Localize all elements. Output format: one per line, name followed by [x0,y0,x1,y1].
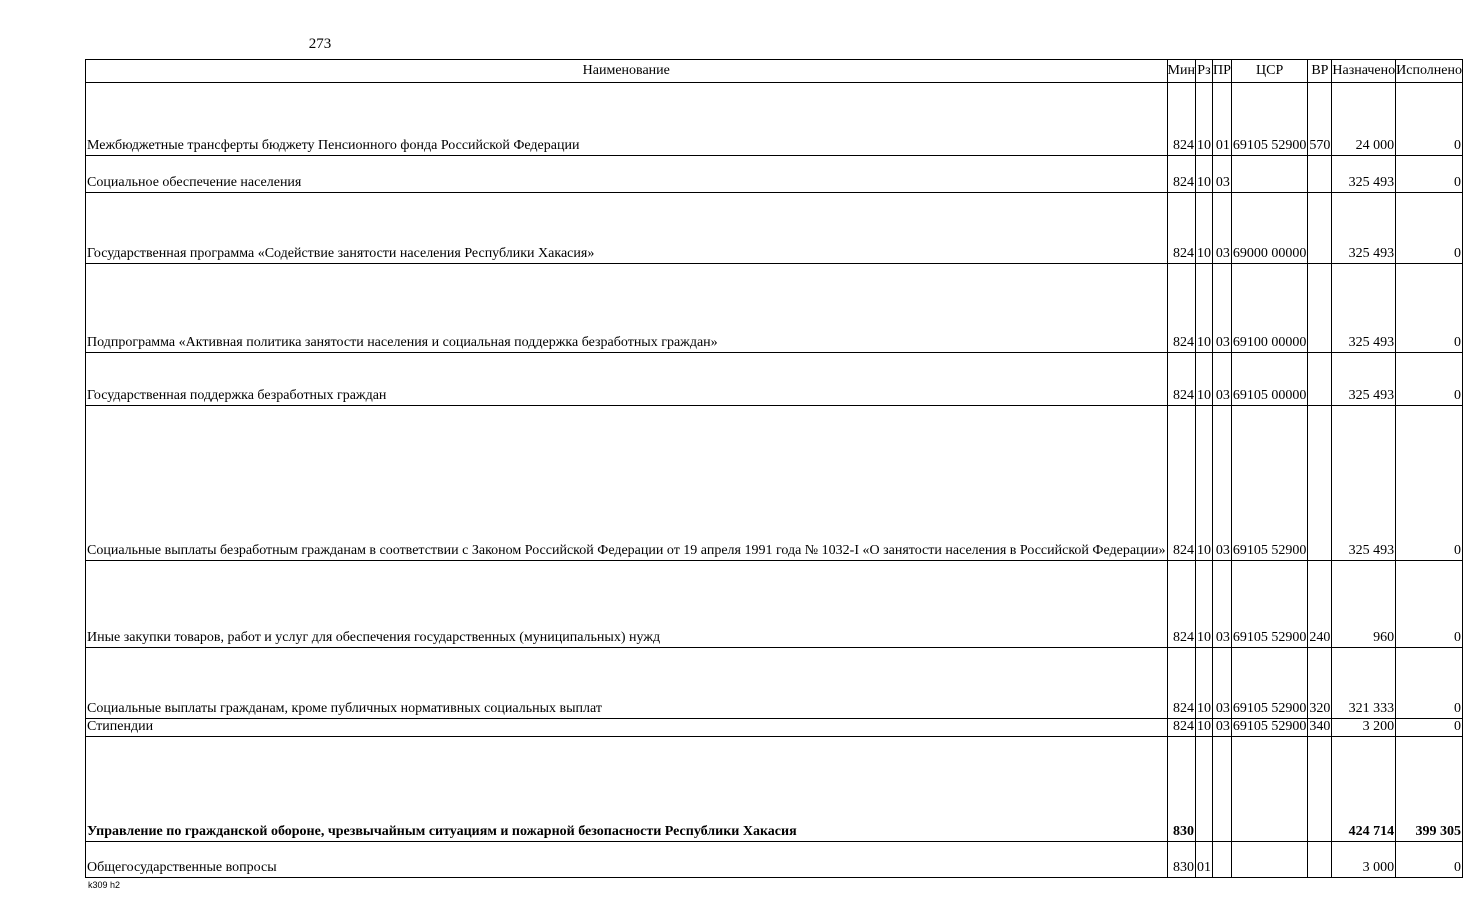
table-row [86,83,1463,156]
cell-pr [1212,842,1231,878]
cell-executed: 0 [1396,406,1463,561]
cell-pr: 03 [1212,193,1231,264]
cell-rz: 10 [1195,353,1212,406]
cell-min: 824 [1167,719,1195,737]
cell-pr: 03 [1212,406,1231,561]
cell-min: 824 [1167,264,1195,353]
cell-csr [1231,737,1308,842]
column-header-min: Мин [1167,60,1195,83]
cell-pr: 03 [1212,156,1231,193]
table-row [86,561,1463,648]
cell-rz: 10 [1195,156,1212,193]
cell-executed: 0 [1396,561,1463,648]
cell-pr: 03 [1212,561,1231,648]
cell-rz: 10 [1195,193,1212,264]
cell-vr [1308,264,1332,353]
cell-vr [1308,156,1332,193]
cell-csr: 69105 52900 [1231,406,1308,561]
column-header-pr: ПР [1212,60,1231,83]
cell-name: Управление по гражданской обороне, чрезвычайным ситуациям и пожарной безопасности Республики Хакасия [86,737,1168,842]
cell-pr: 01 [1212,83,1231,156]
cell-csr: 69100 00000 [1231,264,1308,353]
cell-executed: 0 [1396,264,1463,353]
cell-name: Стипендии [86,719,1168,737]
column-header-csr: ЦСР [1231,60,1308,83]
table-row [86,719,1463,737]
cell-rz: 10 [1195,264,1212,353]
table-row [86,648,1463,719]
cell-rz: 10 [1195,83,1212,156]
cell-csr: 69105 52900 [1231,648,1308,719]
cell-assigned: 3 000 [1332,842,1396,878]
table-row [86,842,1463,878]
cell-min: 830 [1167,737,1195,842]
column-header-executed: Исполнено [1396,60,1463,83]
cell-pr: 03 [1212,353,1231,406]
cell-vr [1308,842,1332,878]
cell-rz [1195,737,1212,842]
cell-csr: 69105 52900 [1231,83,1308,156]
page-number: 273 [308,36,332,52]
cell-assigned: 325 493 [1332,406,1396,561]
cell-min: 824 [1167,561,1195,648]
cell-min: 824 [1167,83,1195,156]
table-row [86,406,1463,561]
cell-executed: 0 [1396,719,1463,737]
cell-assigned: 424 714 [1332,737,1396,842]
cell-assigned: 325 493 [1332,353,1396,406]
cell-executed: 0 [1396,156,1463,193]
cell-vr: 570 [1308,83,1332,156]
cell-vr: 240 [1308,561,1332,648]
cell-executed: 0 [1396,842,1463,878]
cell-vr [1308,193,1332,264]
cell-min: 824 [1167,193,1195,264]
cell-pr: 03 [1212,719,1231,737]
cell-rz: 10 [1195,406,1212,561]
table-row [86,737,1463,842]
cell-name: Государственная поддержка безработных граждан [86,353,1168,406]
budget-table [85,59,1463,878]
table-row [86,193,1463,264]
cell-vr: 320 [1308,648,1332,719]
cell-name: Социальные выплаты безработным гражданам в соответствии с Законом Российской Федерации от 19 апреля 1991 года № 1032-I «О занятости населения в Российской Федерации» [86,406,1168,561]
cell-vr [1308,353,1332,406]
table-body [86,83,1463,878]
column-header-assigned: Назначено [1332,60,1396,83]
cell-name: Общегосударственные вопросы [86,842,1168,878]
cell-assigned: 24 000 [1332,83,1396,156]
cell-executed: 0 [1396,83,1463,156]
cell-rz: 10 [1195,719,1212,737]
cell-csr: 69105 52900 [1231,719,1308,737]
cell-vr: 340 [1308,719,1332,737]
cell-assigned: 960 [1332,561,1396,648]
cell-csr [1231,156,1308,193]
cell-assigned: 325 493 [1332,193,1396,264]
cell-min: 824 [1167,648,1195,719]
cell-vr [1308,406,1332,561]
cell-assigned: 3 200 [1332,719,1396,737]
cell-name: Межбюджетные трансферты бюджету Пенсионного фонда Российской Федерации [86,83,1168,156]
cell-name: Социальные выплаты гражданам, кроме публичных нормативных социальных выплат [86,648,1168,719]
column-header-rz: Рз [1195,60,1212,83]
cell-assigned: 325 493 [1332,156,1396,193]
cell-executed: 399 305 [1396,737,1463,842]
cell-vr [1308,737,1332,842]
cell-pr [1212,737,1231,842]
table-row [86,353,1463,406]
column-header-name: Наименование [86,60,1168,83]
cell-csr: 69105 52900 [1231,561,1308,648]
table-header [86,60,1463,83]
footer-code: k309 h2 [88,880,121,890]
cell-executed: 0 [1396,193,1463,264]
cell-name: Государственная программа «Содействие занятости населения Республики Хакасия» [86,193,1168,264]
cell-min: 824 [1167,156,1195,193]
table-row [86,264,1463,353]
cell-pr: 03 [1212,648,1231,719]
cell-assigned: 325 493 [1332,264,1396,353]
cell-executed: 0 [1396,353,1463,406]
cell-csr: 69105 00000 [1231,353,1308,406]
cell-name: Иные закупки товаров, работ и услуг для обеспечения государственных (муниципальных) нужд [86,561,1168,648]
cell-csr [1231,842,1308,878]
cell-min: 830 [1167,842,1195,878]
cell-assigned: 321 333 [1332,648,1396,719]
table-row [86,156,1463,193]
cell-rz: 10 [1195,648,1212,719]
cell-name: Подпрограмма «Активная политика занятости населения и социальная поддержка безработных граждан» [86,264,1168,353]
cell-rz: 10 [1195,561,1212,648]
cell-min: 824 [1167,353,1195,406]
column-header-vr: ВР [1308,60,1332,83]
cell-pr: 03 [1212,264,1231,353]
cell-csr: 69000 00000 [1231,193,1308,264]
cell-min: 824 [1167,406,1195,561]
cell-rz: 01 [1195,842,1212,878]
cell-executed: 0 [1396,648,1463,719]
cell-name: Социальное обеспечение населения [86,156,1168,193]
